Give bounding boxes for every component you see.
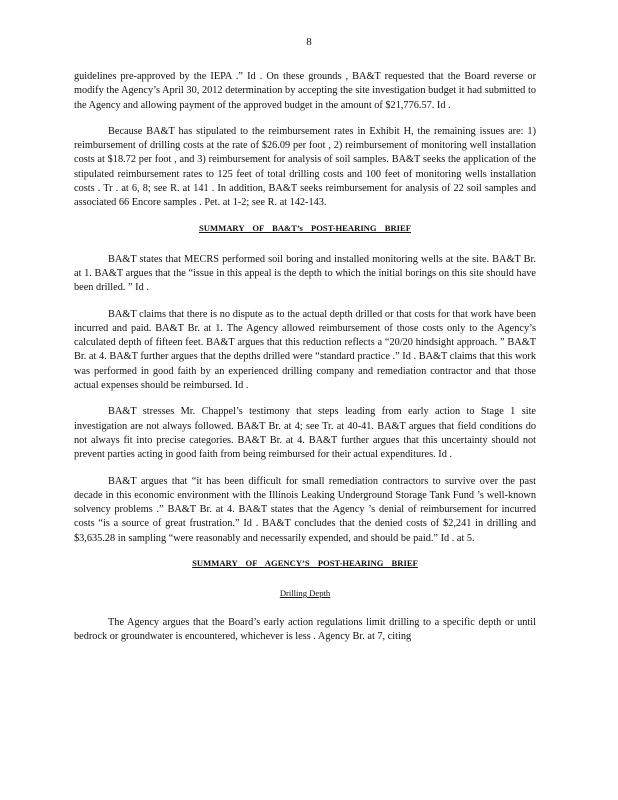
paragraph-6: BA&T argues that “it has been difficult for small remediation contractors to survive over the past decade in this economic environment with the Illinois Leaking Underground Storage Tank Fund ’s well-known solvency problems .” BA&T Br. at 4. BA&T states that the Agency ’s denial of reimbursement for incurred costs “is a source of great frustration.” Id . BA&T concludes that the denied costs of $2,241 in drilling and $3,635.28 in sampling “were reasonably and necessarily expended, and should be paid.” Id . at 5. — [74, 475, 536, 544]
paragraph-4: BA&T claims that there is no dispute as to the actual depth drilled or that costs for that work have been incurred and paid. BA&T Br. at 1. The Agency allowed reimbursement of those costs only to the Agency’s calculated depth of fifteen feet. BA&T argues that this reduction reflects a “20/20 hindsight approach. ” BA&T Br. at 4. BA&T further argues that the depths drilled were “standard practice .” Id . BA&T claims that this work was performed in good faith by an experienced drilling company and remediation contractor and that those actual expenses should be reimbursed. Id . — [74, 308, 536, 392]
section-heading-bat-brief: SUMMARY OF BA&T’s POST-HEARING BRIEF — [199, 222, 411, 233]
paragraph-1: guidelines pre-approved by the IEPA .” Id . On these grounds , BA&T requested that the Board reverse or modify the Agency’s April 30, 2012 determination by accepting the site investigation budget it had submitted to the Agency and allowing payment of the approved budget in the amount of $21,776.57. Id . — [74, 71, 536, 111]
paragraph-7: The Agency argues that the Board’s early action regulations limit drilling to a specific depth or until bedrock or groundwater is encountered, whichever is less . Agency Br. at 7, citing — [74, 617, 536, 643]
paragraph-5: BA&T stresses Mr. Chappel’s testimony that steps leading from early action to Stage 1 site investigation are not always followed. BA&T Br. at 4; see Tr. at 40-41. BA&T argues that field conditions do not always fit into precise categories. BA&T Br. at 4. BA&T further argues that this uncertainty should not prevent parties acting in good faith from being reimbursed for their actual expenditures. Id . — [74, 406, 536, 461]
subsection-heading-drilling-depth: Drilling Depth — [279, 588, 331, 599]
section-heading-agency-brief: SUMMARY OF AGENCY’S POST-HEARING BRIEF — [192, 558, 418, 569]
paragraph-2: Because BA&T has stipulated to the reimbursement rates in Exhibit H, the remaining issues are: 1) reimbursement of drilling costs at the rate of $26.09 per foot , 2) reimbursement of monitoring well installation costs at $18.72 per foot , and 3) reimbursement for analysis of soil samples. BA&T seeks the application of the stipulated reimbursement rates to 125 feet of total drilling costs and 100 feet of monitoring wells installation costs . Tr . at 6, 8; see R. at 141 . In addition, BA&T seeks reimbursement for analysis of 22 soil samples and associated 66 Encore samples . Pet. at 1-2; see R. at 142-143. — [74, 125, 536, 209]
document-body — [74, 70, 536, 657]
page-number: 8 — [306, 36, 312, 48]
paragraph-3: BA&T states that MECRS performed soil boring and installed monitoring wells at the site. BA&T Br. at 1. BA&T argues that the “issue in this appeal is the depth to which the initial borings on this site should have been drilled. ” Id . — [74, 253, 536, 294]
